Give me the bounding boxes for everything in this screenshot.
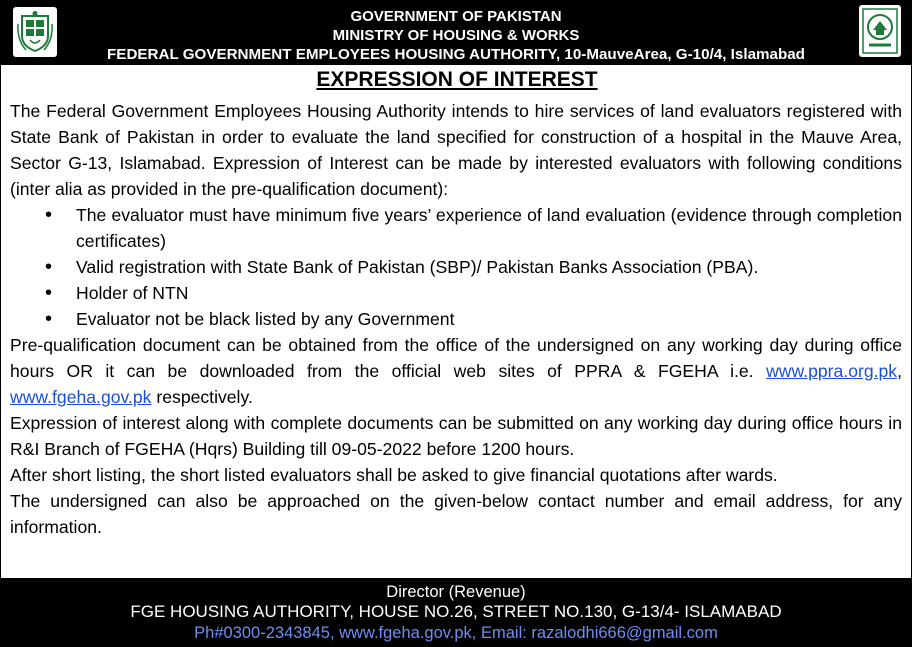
submission-paragraph: Expression of interest along with complete documents can be submitted on any working day during office hours in R&I Branch of FGEHA (Hqrs) Building till 09-05-2022 before 1200 hours. <box>10 413 902 459</box>
list-item: • The evaluator must have minimum five years’ experience of land evaluation (evidence through completion certificates) <box>76 202 902 254</box>
list-item: • Holder of NTN <box>76 280 902 306</box>
header-banner <box>1 1 911 65</box>
fgeha-logo-icon <box>859 5 901 57</box>
notice-body <box>10 98 902 540</box>
intro-paragraph: The Federal Government Employees Housing Authority intends to hire services of land evaluators registered with State Bank of Pakistan in order to evaluate the land specified for construction of a hospital in the Mauve Area, Sector G-13, Islamabad. Expression of Interest can be made by interested evaluators with following conditions (inter alia as provided in the pre-qualification document): <box>10 101 902 199</box>
header-government: GOVERNMENT OF PAKISTAN <box>350 8 562 25</box>
list-item: • Evaluator not be black listed by any Government <box>76 306 902 332</box>
header-ministry: MINISTRY OF HOUSING & WORKS <box>332 27 580 44</box>
contact-note-paragraph: The undersigned can also be approached on the given-below contact number and email address, for any information. <box>10 491 902 537</box>
page-title: EXPRESSION OF INTEREST <box>316 68 598 91</box>
header-authority: FEDERAL GOVERNMENT EMPLOYEES HOUSING AUTHORITY, 10-MauveArea, G-10/4, Islamabad <box>107 46 805 63</box>
footer-banner <box>1 578 911 646</box>
footer-contact: Ph#0300-2343845, www.fgeha.gov.pk, Email: razalodhi666@gmail.com <box>194 624 718 642</box>
footer-address: FGE HOUSING AUTHORITY, HOUSE NO.26, STREET NO.130, G-13/4- ISLAMABAD <box>130 602 782 621</box>
conditions-list <box>10 202 902 332</box>
list-item: • Valid registration with State Bank of Pakistan (SBP)/ Pakistan Banks Association (PBA). <box>76 254 902 280</box>
ppra-link[interactable]: www.ppra.org.pk <box>766 361 898 381</box>
prequalification-end: respectively. <box>151 387 253 407</box>
link-separator: , <box>897 361 902 381</box>
shortlisting-paragraph: After short listing, the short listed evaluators shall be asked to give financial quotations after wards. <box>10 465 778 485</box>
fgeha-link[interactable]: www.fgeha.gov.pk <box>10 387 152 407</box>
prequalification-paragraph <box>10 332 902 410</box>
prequalification-text: Pre-qualification document can be obtained from the office of the undersigned on any working day during office hours OR it can be downloaded from the official web sites of PPRA & FGEHA i.e. <box>10 335 902 381</box>
footer-designation: Director (Revenue) <box>386 583 526 601</box>
